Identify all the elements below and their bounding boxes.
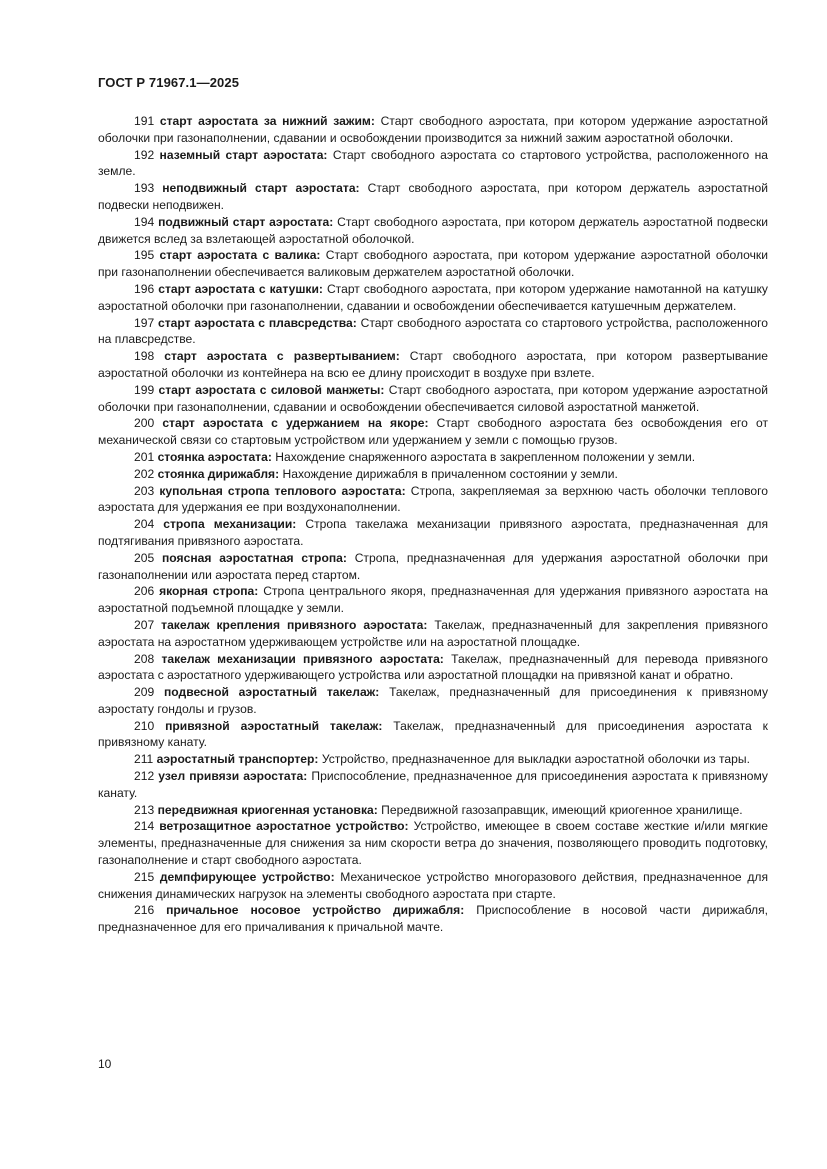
term-entry — [98, 315, 768, 349]
term-definition: Стропа центрального якоря, предназначенная для удержания привязного аэростата на аэростатной подъемной площадке у земли. — [98, 584, 768, 616]
term-name: старт аэростата с силовой манжеты: — [158, 382, 385, 397]
term-entry — [98, 684, 768, 718]
term-number: 211 — [134, 752, 154, 767]
term-name: демпфирующее устройство: — [159, 869, 335, 884]
term-name: такелаж крепления привязного аэростата: — [161, 617, 428, 632]
term-number: 207 — [134, 617, 155, 632]
term-entry — [98, 180, 768, 214]
standard-header: ГОСТ Р 71967.1—2025 — [98, 75, 240, 90]
term-entry — [98, 147, 768, 181]
term-name: купольная стропа теплового аэростата: — [159, 483, 406, 498]
term-number: 191 — [134, 114, 155, 128]
term-name: старт аэростата с валика: — [159, 248, 321, 263]
term-entry — [98, 449, 768, 466]
term-definition: Такелаж, предназначенный для перевода привязного аэростата с аэростатного удерживающего устройства или аэростатной площадки на привязной канат и обратно. — [98, 651, 768, 683]
term-number: 206 — [134, 584, 155, 599]
term-entry — [98, 768, 768, 802]
term-definition: Передвижной газозаправщик, имеющий криогенное хранилище. — [381, 802, 743, 817]
term-definition: Приспособление, предназначенное для присоединения аэростата к привязному канату. — [98, 769, 768, 800]
term-definition: Стропа такелажа механизации привязного аэростата, предназначенная для подтягивания привязного аэростата. — [98, 517, 768, 548]
term-definition: Механическое устройство многоразового действия, предназначенное для снижения динамических нагрузок на элементы свободного аэростата при старте. — [98, 869, 768, 901]
term-definition: Старт свободного аэростата, при котором развертывание аэростатной оболочки из контейнера на всю ее длину происходит в воздухе при взлете. — [98, 349, 768, 380]
term-number: 213 — [134, 802, 155, 817]
term-name: старт аэростата с развертыванием: — [164, 349, 400, 364]
term-name: старт аэростата с удержанием на якоре: — [162, 416, 429, 431]
term-name: подвижный старт аэростата: — [158, 214, 334, 229]
term-entry — [98, 651, 768, 685]
term-number: 202 — [134, 466, 155, 481]
term-definition: Старт свободного аэростата, при котором удержание намотанной на катушку аэростатной оболочки при газонаполнении, сдавании и освобождении обеспечивается катушечным держателем. — [98, 281, 768, 313]
term-definition: Старт свободного аэростата, при котором держатель аэростатной подвески движется вслед за взлетающей аэростатной оболочкой. — [98, 214, 768, 246]
term-name: узел привязи аэростата: — [158, 769, 308, 784]
term-name: стоянка аэростата: — [157, 449, 272, 464]
term-number: 195 — [134, 248, 155, 263]
term-number: 214 — [134, 819, 155, 834]
term-entry — [98, 466, 768, 483]
term-entry — [98, 583, 768, 617]
term-definition: Старт свободного аэростата без освобождения его от механической связи со стартовым устройством или удержанием у земли с помощью грузов. — [98, 416, 768, 448]
term-name: причальное носовое устройство дирижабля: — [166, 903, 465, 918]
term-number: 204 — [134, 517, 155, 532]
term-entry — [98, 902, 768, 936]
term-entry — [98, 718, 768, 752]
term-number: 216 — [134, 903, 155, 918]
term-entry — [98, 214, 768, 248]
term-name: подвесной аэростатный такелаж: — [163, 685, 380, 700]
term-name: такелаж механизации привязного аэростата: — [161, 651, 444, 666]
term-definition: Стропа, предназначенная для удержания аэростатной оболочки при газонаполнении или аэростата перед стартом. — [98, 550, 768, 582]
term-entry — [98, 751, 768, 768]
term-definition: Такелаж, предназначенный для закрепления привязного аэростата на аэростатном удерживающем устройстве или на аэростатной площадке. — [98, 617, 768, 649]
term-definition: Устройство, предназначенное для выкладки аэростатной оболочки из тары. — [321, 752, 750, 767]
term-entry — [98, 818, 768, 868]
term-number: 210 — [134, 718, 155, 733]
term-entry — [98, 869, 768, 903]
term-name: старт аэростата с плавсредства: — [158, 315, 357, 330]
term-definition: Приспособление в носовой части дирижабля, предназначенное для его причаливания к причальной мачте. — [98, 903, 768, 935]
term-name: стропа механизации: — [163, 517, 297, 532]
term-definition: Устройство, имеющее в своем составе жесткие и/или мягкие элементы, предназначенные для снижения за ним скорости ветра до значения, позволяющего проводить подготовку, газонаполнение и старт свободного аэростата. — [98, 819, 769, 868]
term-name: неподвижный старт аэростата: — [162, 181, 360, 196]
term-number: 201 — [134, 449, 155, 464]
term-number: 192 — [134, 147, 155, 162]
term-entry — [98, 802, 768, 819]
term-definition: Старт свободного аэростата, при котором удержание аэростатной оболочки при газонаполнении, сдавании и освобождении производится за нижний зажим аэростатной оболочки. — [98, 114, 768, 145]
term-name: поясная аэростатная стропа: — [162, 550, 347, 565]
term-definition: Старт свободного аэростата со стартового устройства, расположенного на земле. — [98, 147, 768, 179]
term-number: 208 — [134, 651, 155, 666]
term-entry — [98, 550, 768, 584]
term-entry — [98, 415, 768, 449]
term-entry — [98, 348, 768, 382]
term-definition: Такелаж, предназначенный для присоединения аэростата к привязному канату. — [98, 718, 768, 750]
term-name: аэростатный транспортер: — [156, 752, 319, 767]
term-number: 199 — [134, 382, 155, 397]
term-name: стоянка дирижабля: — [157, 466, 280, 481]
term-entry — [98, 382, 768, 416]
term-name: старт аэростата за нижний зажим: — [159, 114, 375, 128]
term-definition: Стропа, закрепляемая за верхнюю часть оболочки теплового аэростата для удержания ее при воздухонаполнении. — [98, 483, 768, 515]
term-entry — [98, 281, 768, 315]
term-entry — [98, 483, 768, 517]
term-entry — [98, 516, 768, 550]
term-number: 194 — [134, 214, 155, 229]
term-entry — [98, 617, 768, 651]
term-number: 209 — [134, 685, 155, 700]
term-entry — [98, 247, 768, 281]
term-name: привязной аэростатный такелаж: — [165, 718, 383, 733]
term-number: 215 — [134, 869, 155, 884]
term-name: старт аэростата с катушки: — [158, 281, 323, 296]
term-number: 196 — [134, 281, 155, 296]
term-definition: Нахождение снаряженного аэростата в закрепленном положении у земли. — [275, 449, 696, 464]
term-name: передвижная криогенная установка: — [157, 802, 378, 817]
term-name: ветрозащитное аэростатное устройство: — [159, 819, 409, 834]
terms-list — [98, 113, 768, 936]
page-number: 10 — [98, 1057, 112, 1071]
term-name: якорная стропа: — [159, 584, 259, 599]
term-number: 193 — [134, 181, 155, 196]
term-number: 205 — [134, 550, 155, 565]
term-definition: Старт свободного аэростата со стартового устройства, расположенного на плавсредстве. — [98, 315, 768, 347]
term-definition: Старт свободного аэростата, при котором держатель аэростатной подвески неподвижен. — [98, 181, 768, 212]
term-number: 200 — [134, 416, 155, 431]
term-definition: Такелаж, предназначенный для присоединения к привязному аэростату гондолы и грузов. — [98, 685, 768, 716]
term-number: 198 — [134, 349, 155, 364]
term-entry — [98, 113, 768, 147]
term-definition: Нахождение дирижабля в причаленном состоянии у земли. — [282, 466, 618, 481]
term-definition: Старт свободного аэростата, при котором удержание аэростатной оболочки при газонаполнении, сдавании и освобождении обеспечивается силовой аэростатной манжетой. — [98, 382, 768, 414]
term-number: 197 — [134, 315, 155, 330]
term-number: 212 — [134, 769, 155, 784]
term-definition: Старт свободного аэростата, при котором удержание аэростатной оболочки при газонаполнении обеспечивается валиковым держателем аэростатной оболочки. — [98, 248, 768, 280]
term-number: 203 — [134, 483, 155, 498]
term-name: наземный старт аэростата: — [159, 147, 328, 162]
